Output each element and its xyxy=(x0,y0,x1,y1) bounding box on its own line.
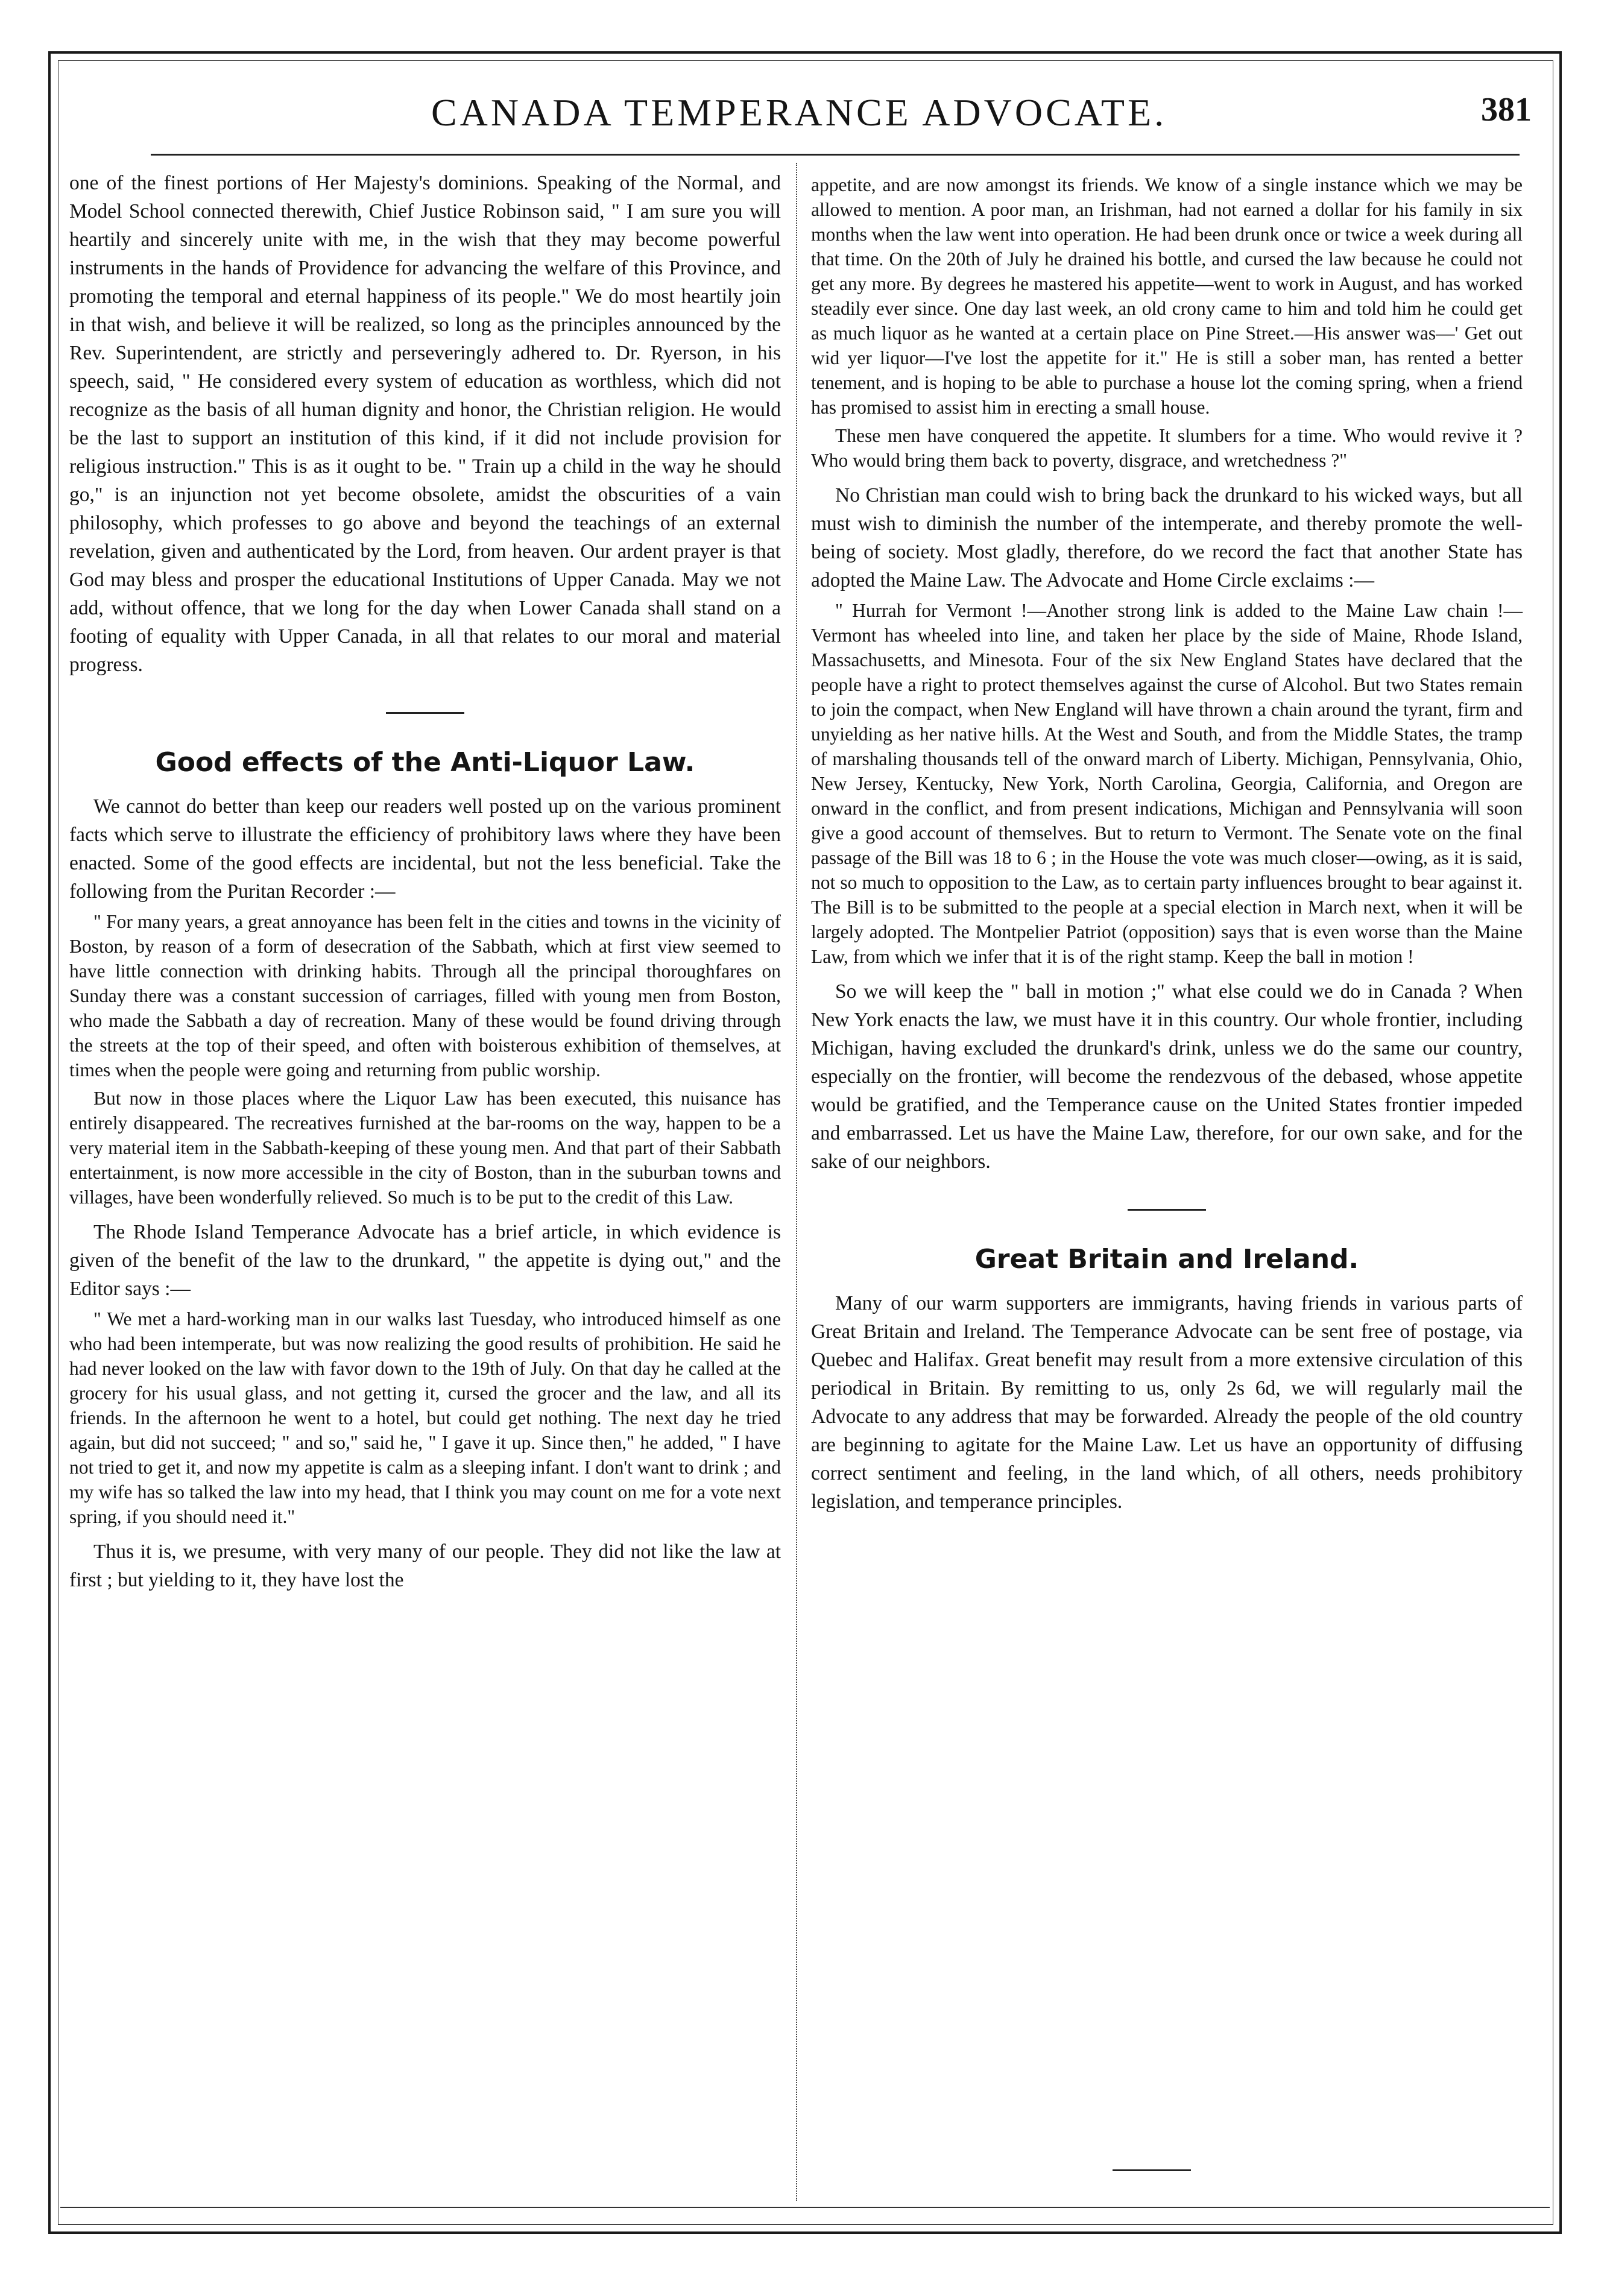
section-separator xyxy=(69,679,781,733)
right-column xyxy=(811,169,1523,1516)
left-column xyxy=(69,169,781,1594)
quoted-paragraph: " Hurrah for Vermont !—Another strong link is added to the Maine Law chain !—Vermont has wheeled into line, and taken her place by the side of Maine, Rhode Island, Massachusetts, and Minesota. Four of the six New England States have declared that the people have a right to protect themselves against the curse of Alcohol. But two States remain to join the compact, when New England will have thrown a chain around the tyrant, firm and unyielding as her native hills. At the West and South, and from the Middle States, the tramp of marshaling thousands tell of the onward march of Liberty. Michigan, Pennsylvania, Ohio, New Jersey, Kentucky, New York, North Carolina, Georgia, California, and Oregon are onward in the conflict, and from present indications, Michigan and Pennsylvania will soon give a good account of themselves. But to return to Vermont. The Senate vote on the final passage of the Bill was 18 to 6 ; in the House the vote was much closer—owing, as it is said, not so much to opposition to the Law, as to certain party influences brought to bear against it. The Bill is to be submitted to the people at a special election in March next, when it will be largely adopted. The Montpelier Patriot (opposition) says that is even worse than the Maine Law, from which we infer that it is of the right stamp. Keep the ball in motion ! xyxy=(811,600,1523,967)
paragraph: Thus it is, we presume, with very many of our people. They did not like the law at first ; but yielding to it, they have lost the xyxy=(69,1541,781,1591)
header-rule xyxy=(151,154,1520,156)
bottom-rule xyxy=(60,2207,1550,2208)
quoted-paragraph: " We met a hard-working man in our walks last Tuesday, who introduced himself as one who had been intemperate, but was now realizing the good results of prohibition. He said he had never looked on the law with favor down to the 19th of July. On that day he called at the grocery for his usual glass, and not getting it, cursed the grocer and the law, and all its friends. In the afternoon he went to a hotel, but could get nothing. The next day he tried again, but did not succeed; " and so," said he, " I gave it up. Since then," he added, " I have not tried to get it, and now my appetite is calm as a sleeping infant. I don't want to drink ; and my wife has so talked the law into my head, that I think you may count on me for a vote next spring, if you should need it." xyxy=(69,1308,781,1527)
publication-title: CANADA TEMPERANCE ADVOCATE. xyxy=(431,91,1167,134)
column-divider xyxy=(796,163,797,2201)
paragraph: No Christian man could wish to bring back the drunkard to his wicked ways, but all must wish to diminish the number of the intemperate, and thereby promote the well-being of society. Most gladly, therefore, do we record the fact that another State has adopted the Maine Law. The Advocate and Home Circle exclaims :— xyxy=(811,484,1523,591)
quoted-paragraph: But now in those places where the Liquor Law has been executed, this nuisance has entirely disappeared. The recreatives furnished at the bar-rooms on the way, happen to be a very material item in the Sabbath-keeping of these young men. And that part of their Sabbath entertainment, is now more accessible in the city of Boston, than in the suburban towns and villages, have been wonderfully relieved. So much is to be put to the credit of this Law. xyxy=(69,1088,781,1208)
quoted-paragraph: " For many years, a great annoyance has been felt in the cities and towns in the vicinity of Boston, by reason of a form of desecration of the Sabbath, which at first view seemed to have little connection with drinking habits. Through all the principal thoroughfares on Sunday there was a constant succession of carriages, filled with young men from Boston, who made the Sabbath a day of recreation. Many of these would be found driving through the streets at the top of their speed, and often with boisterous exhibition of themselves, at times when the people were going and returning from public worship. xyxy=(69,911,781,1080)
quoted-paragraph: appetite, and are now amongst its friends. We know of a single instance which we may be allowed to mention. A poor man, an Irishman, had not earned a dollar for his family in six months when the law went into operation. He had been drunk once or twice a week during all that time. On the 20th of July he drained his bottle, and cursed the law because he could not get any more. By degrees he mastered his appetite—went to work in August, and has worked steadily ever since. One day last week, an old crony came to him and told him he could get as much liquor as he wanted at a certain place on Pine Street.—His answer was—' Get out wid yer liquor—I've lost the appetite for it." He is still a sober man, has rented a better tenement, and is hoping to be able to purchase a house lot the coming spring, when a friend has promised to assist him in erecting a small house. xyxy=(811,174,1523,418)
paragraph: Many of our warm supporters are immigrants, having friends in various parts of Great Britain and Ireland. The Temperance Advocate can be sent free of postage, via Quebec and Halifax. Great benefit may result from a more extensive circulation of this periodical in Britain. By remitting to us, only 2s 6d, we will regularly mail the Advocate to any address that may be forwarded. Already the people of the old country are beginning to agitate for the Maine Law. Let us have an opportunity of diffusing correct sentiment and feeling, in the land which, of all others, needs prohibitory legislation, and temperance principles. xyxy=(811,1292,1523,1513)
quoted-paragraph: These men have conquered the appetite. It slumbers for a time. Who would revive it ? Who would bring them back to poverty, disgrace, and wretchedness ?" xyxy=(811,425,1523,471)
paragraph: We cannot do better than keep our readers well posted up on the various prominent facts which serve to illustrate the efficiency of prohibitory laws where they have been enacted. Some of the good effects are incidental, but not the less beneficial. Take the following from the Puritan Recorder :— xyxy=(69,795,781,903)
article-heading: Good effects of the Anti-Liquor Law. xyxy=(155,747,695,778)
paragraph: The Rhode Island Temperance Advocate has a brief article, in which evidence is given of the benefit of the law to the drunkard, " the appetite is dying out," and the Editor says :— xyxy=(69,1221,781,1300)
paragraph: one of the finest portions of Her Majesty's dominions. Speaking of the Normal, and Model School connected therewith, Chief Justice Robinson said, " I am sure you will heartily and sincerely unite with me, in the wish that they may become powerful instruments in the hands of Providence for advancing the welfare of this Province, and promoting the temporal and eternal happiness of its people." We do most heartily join in that wish, and believe it will be realized, so long as the principles announced by the Rev. Superintendent, are strictly and perseveringly adhered to. Dr. Ryerson, in his speech, said, " He considered every system of education as worthless, which did not recognize as the basis of all human dignity and honor, the Christian religion. He would be the last to support an institution of this kind, if it did not include provision for religious instruction." This is as it ought to be. " Train up a child in the way he should go," is an injunction not yet become obsolete, amidst the obscurities of a vain philosophy, which professes to go above and beyond the teachings of an external revelation, given and authenticated by the Lord, from heaven. Our ardent prayer is that God may bless and prosper the educational Institutions of Upper Canada. May we not add, without offence, that we long for the day when Lower Canada shall stand on a footing of equality with Upper Canada, in all that relates to our moral and material progress. xyxy=(69,172,781,676)
page-number: 381 xyxy=(1481,91,1532,128)
paragraph: So we will keep the " ball in motion ;" what else could we do in Canada ? When New York enacts the law, we must have it in this country. Our whole frontier, including Michigan, having excluded the drunkard's drink, unless we do the same our country, especially on the frontier, will become the rendezvous of the debased, whose appetite would be gratified, and the Temperance cause on the United States frontier impeded and embarrassed. Let us have the Maine Law, therefore, for our own sake, and for the sake of our neighbors. xyxy=(811,980,1523,1173)
end-rule xyxy=(1113,2169,1191,2171)
page-header xyxy=(60,84,1538,157)
article-heading: Great Britain and Ireland. xyxy=(974,1244,1359,1275)
section-separator xyxy=(811,1176,1523,1230)
